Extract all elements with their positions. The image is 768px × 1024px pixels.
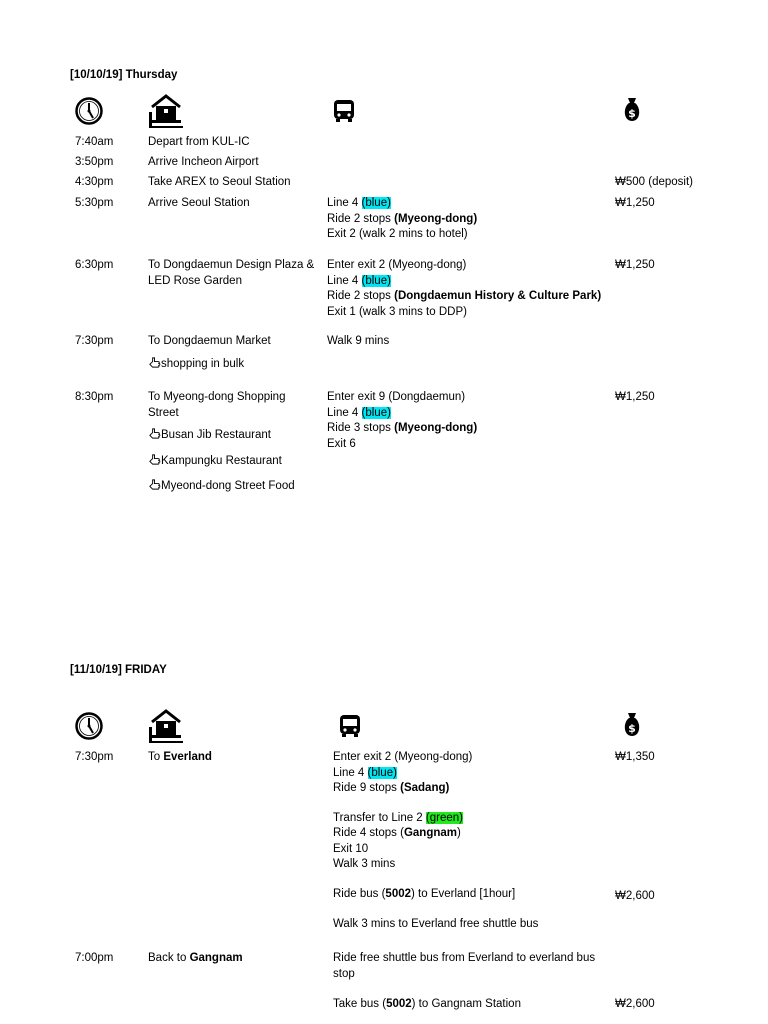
station-name: (Dongdaemun History & Culture Park)	[394, 290, 602, 302]
exit-text: Exit 1 (walk 3 mins to DDP)	[327, 305, 467, 318]
place-line: LED Rose Garden	[148, 274, 242, 287]
station-name: (Sadang)	[400, 782, 450, 794]
row-transport	[327, 258, 601, 320]
enter-text: Enter exit 9 (Dongdaemun)	[327, 391, 466, 403]
row-cost: ₩1,250	[615, 259, 655, 271]
row-transport	[333, 750, 538, 933]
tip-text: Kampungku Restaurant	[161, 454, 282, 467]
row-time: 4:30pm	[75, 176, 114, 188]
row-place	[148, 258, 314, 289]
hotel-icon	[146, 93, 184, 129]
shuttle-text: stop	[333, 967, 355, 980]
clock-icon	[74, 96, 104, 126]
bus-number: 5002	[385, 887, 412, 900]
line-text: Line 4	[327, 197, 362, 209]
line-color-highlight: (blue)	[361, 406, 391, 419]
svg-text:$: $	[628, 107, 636, 120]
row-transport: Walk 9 mins	[327, 335, 390, 347]
row-place: Arrive Incheon Airport	[148, 156, 259, 168]
exit-text: Exit 2 (walk 2 mins to hotel)	[327, 228, 468, 240]
tip-text: shopping in bulk	[161, 357, 245, 370]
exit-text: Exit 10	[333, 842, 369, 855]
pointing-hand-icon	[148, 356, 161, 369]
bus-icon	[338, 713, 362, 739]
svg-text:$: $	[628, 722, 636, 735]
station-name: Gangnam	[403, 827, 457, 839]
day2-heading: [11/10/19] FRIDAY	[70, 664, 167, 676]
line-text: Line 4	[327, 406, 362, 419]
row-cost: ₩1,350	[615, 751, 655, 763]
money-bag-icon	[622, 95, 642, 123]
row-time: 6:30pm	[75, 259, 114, 271]
place-line: To Dongdaemun Market	[148, 335, 271, 347]
place-line: To Dongdaemun Design Plaza &	[148, 259, 315, 271]
row-time: 7:00pm	[75, 952, 114, 964]
ride-text: Ride 4 stops (	[333, 827, 404, 839]
tip-text: Myeond-dong Street Food	[161, 480, 295, 492]
station-name: (Myeong-dong)	[394, 212, 478, 225]
row-time: 7:30pm	[75, 335, 114, 347]
bus-number: 5002	[386, 998, 412, 1010]
destination-name: Gangnam	[189, 952, 243, 964]
bus-text: Take bus (	[333, 998, 387, 1010]
row-place	[148, 750, 212, 766]
ride-text: Ride 2 stops	[327, 290, 395, 302]
line-color-highlight: (blue)	[361, 197, 391, 209]
row-time: 7:30pm	[75, 751, 114, 763]
line-color-highlight: (blue)	[361, 274, 391, 287]
line-color-highlight: (green)	[425, 811, 463, 824]
pointing-hand-icon	[148, 453, 161, 466]
bus-text-end: ) to Everland [1hour]	[411, 887, 516, 900]
day1-heading: [10/10/19] Thursday	[70, 69, 178, 81]
row-time: 3:50pm	[75, 156, 114, 168]
ride-text: Ride 2 stops	[327, 212, 395, 225]
place-prefix: Back to	[148, 952, 190, 964]
ride-text: Ride 9 stops	[333, 782, 401, 794]
station-name: (Myeong-dong)	[394, 422, 478, 434]
row-time: 5:30pm	[75, 197, 114, 209]
tip-text: Busan Jib Restaurant	[161, 429, 271, 441]
row-transport	[327, 390, 477, 452]
pointing-hand-icon	[148, 427, 161, 440]
row-place: Arrive Seoul Station	[148, 197, 250, 209]
row-time: 7:40am	[75, 136, 114, 148]
hotel-icon	[146, 708, 184, 744]
bus-icon	[332, 98, 356, 124]
place-prefix: To	[148, 751, 164, 763]
row-place: Depart from KUL-IC	[148, 136, 250, 148]
clock-icon	[74, 711, 104, 741]
row-place: Take AREX to Seoul Station	[148, 176, 291, 188]
line-text: Line 4	[333, 766, 368, 779]
bus-text: Ride bus (	[333, 887, 386, 900]
walk-text: Walk 3 mins	[333, 858, 396, 870]
transfer-text: Transfer to Line 2	[333, 811, 426, 824]
pointing-hand-icon	[148, 478, 161, 491]
row-cost: ₩1,250	[615, 197, 655, 209]
destination-name: Everland	[163, 751, 212, 763]
bus-text-end: ) to Gangnam Station	[411, 998, 521, 1010]
row-place	[148, 334, 271, 372]
place-line: To Myeong-dong Shopping	[148, 391, 286, 403]
ride-text-end: )	[457, 827, 461, 839]
line-color-highlight: (blue)	[367, 766, 397, 779]
shuttle-text: Ride free shuttle bus from Everland to everland bus	[333, 952, 596, 964]
row-cost: ₩2,600	[615, 890, 655, 902]
row-cost: ₩500 (deposit)	[615, 176, 693, 188]
row-cost: ₩2,600	[615, 998, 655, 1010]
walk-text: Walk 3 mins to Everland free shuttle bus	[333, 918, 539, 930]
ride-text: Ride 3 stops	[327, 422, 395, 434]
row-place	[148, 390, 295, 495]
row-cost: ₩1,250	[615, 391, 655, 403]
place-line: Street	[148, 406, 179, 419]
row-place	[148, 951, 243, 967]
enter-text: Enter exit 2 (Myeong-dong)	[333, 751, 473, 763]
exit-text: Exit 6	[327, 437, 356, 450]
money-bag-icon	[622, 710, 642, 738]
row-transport	[333, 951, 595, 1013]
row-transport	[327, 196, 477, 243]
row-time: 8:30pm	[75, 391, 114, 403]
enter-text: Enter exit 2 (Myeong-dong)	[327, 259, 467, 271]
line-text: Line 4	[327, 274, 362, 287]
